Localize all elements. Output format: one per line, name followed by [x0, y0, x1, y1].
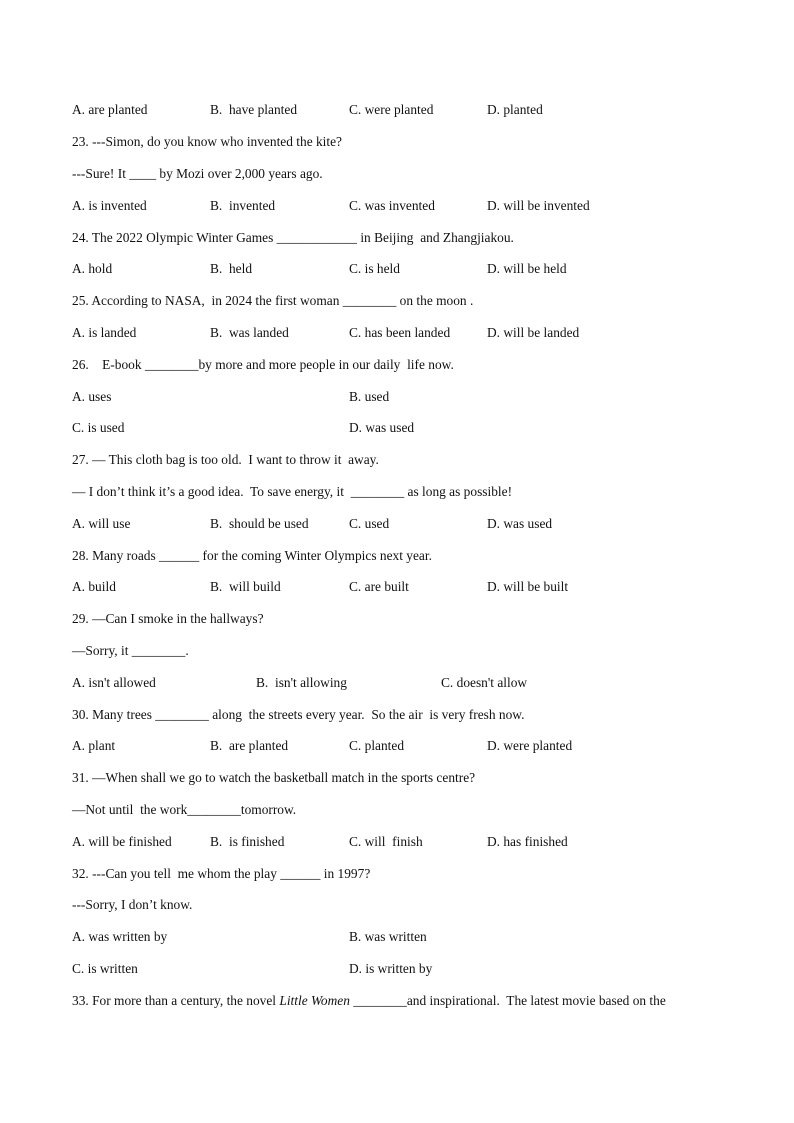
option-b: B. have planted: [210, 102, 298, 117]
question-reply: ---Sure! It ____ by Mozi over 2,000 years ago.: [72, 166, 323, 181]
option-a: A. uses: [72, 389, 112, 404]
option-a: A. will be finished: [72, 834, 172, 849]
option-c: C. will finish: [349, 834, 423, 849]
option-b: B. are planted: [210, 738, 289, 753]
option-d: D. has finished: [487, 834, 568, 849]
question-reply: —Not until the work________tomorrow.: [72, 802, 297, 817]
option-d: D. will be invented: [487, 198, 590, 213]
question-reply: — I don’t think it’s a good idea. To save energy, it ________ as long as possible!: [72, 484, 513, 499]
option-d: D. is written by: [349, 961, 433, 976]
option-c: C. are built: [349, 579, 409, 594]
option-a: A. is landed: [72, 325, 137, 340]
option-b: B. is finished: [210, 834, 285, 849]
option-c: C. doesn't allow: [441, 675, 528, 690]
option-d: D. were planted: [487, 738, 573, 753]
question-stem: 24. The 2022 Olympic Winter Games ____________ in Beijing and Zhangjiakou.: [72, 230, 514, 245]
option-c: C. is written: [72, 961, 138, 976]
option-a: A. plant: [72, 738, 116, 753]
option-c: C. were planted: [349, 102, 434, 117]
stem-before: 33. For more than a century, the novel: [72, 993, 280, 1008]
option-b: B. invented: [210, 198, 276, 213]
option-c: C. has been landed: [349, 325, 451, 340]
option-a: A. are planted: [72, 102, 148, 117]
book-title: Little Women: [279, 993, 350, 1008]
question-stem: 31. —When shall we go to watch the basketball match in the sports centre?: [72, 770, 476, 785]
question-stem: 32. ---Can you tell me whom the play ______ in 1997?: [72, 866, 371, 881]
option-d: D. will be held: [487, 261, 567, 276]
option-b: B. was written: [349, 929, 427, 944]
option-b: B. should be used: [210, 516, 309, 531]
question-stem: 30. Many trees ________ along the streets every year. So the air is very fresh now.: [72, 707, 525, 722]
option-a: A. hold: [72, 261, 113, 276]
option-a: A. is invented: [72, 198, 147, 213]
option-b: B. was landed: [210, 325, 289, 340]
option-d: D. was used: [349, 420, 415, 435]
option-d: D. will be landed: [487, 325, 580, 340]
option-a: A. was written by: [72, 929, 168, 944]
question-reply: ---Sorry, I don’t know.: [72, 897, 193, 912]
question-stem: 26. E-book ________by more and more people in our daily life now.: [72, 357, 454, 372]
question-stem: 27. — This cloth bag is too old. I want to throw it away.: [72, 452, 379, 467]
option-c: C. is used: [72, 420, 125, 435]
question-stem: [72, 993, 666, 1009]
question-stem: 28. Many roads ______ for the coming Winter Olympics next year.: [72, 548, 432, 563]
option-d: D. will be built: [487, 579, 569, 594]
option-a: A. build: [72, 579, 116, 594]
option-a: A. isn't allowed: [72, 675, 156, 690]
question-stem: 29. —Can I smoke in the hallways?: [72, 611, 264, 626]
option-c: C. was invented: [349, 198, 435, 213]
option-a: A. will use: [72, 516, 131, 531]
question-reply: —Sorry, it ________.: [72, 643, 189, 658]
option-c: C. planted: [349, 738, 405, 753]
option-b: B. used: [349, 389, 390, 404]
option-c: C. is held: [349, 261, 400, 276]
question-stem: 25. According to NASA, in 2024 the first woman ________ on the moon .: [72, 293, 474, 308]
option-c: C. used: [349, 516, 390, 531]
option-d: D. planted: [487, 102, 543, 117]
option-b: B. held: [210, 261, 253, 276]
stem-after: ________and inspirational. The latest movie based on the: [349, 993, 666, 1008]
option-b: B. will build: [210, 579, 281, 594]
option-b: B. isn't allowing: [256, 675, 347, 690]
option-d: D. was used: [487, 516, 553, 531]
question-stem: 23. ---Simon, do you know who invented the kite?: [72, 134, 343, 149]
